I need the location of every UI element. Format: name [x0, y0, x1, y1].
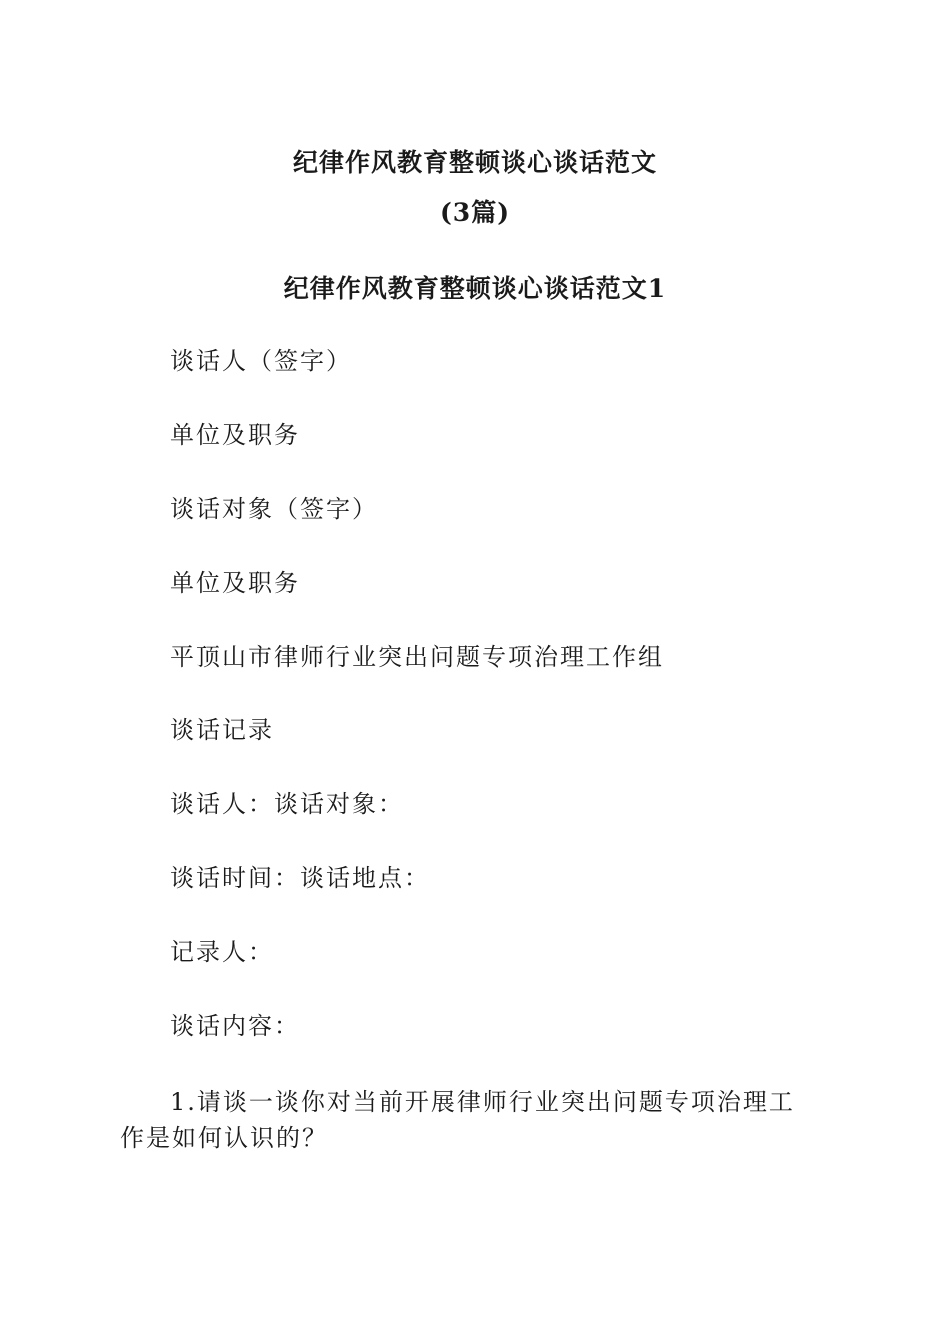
- question-1-paragraph: 1.请谈一谈你对当前开展律师行业突出问题专项治理工作是如何认识的？: [120, 1088, 795, 1152]
- section-title: 纪律作风教育整顿谈心谈话范文1: [283, 274, 667, 303]
- working-group-line: 平顶山市律师行业突出问题专项治理工作组: [170, 643, 664, 671]
- content-heading-line: 谈话内容：: [170, 1012, 300, 1040]
- interviewer-position-line: 单位及职务: [170, 421, 300, 449]
- interviewee-position-line: 单位及职务: [170, 569, 300, 597]
- interviewee-signature-line: 谈话对象（签字）: [170, 495, 378, 523]
- document-subtitle: (3篇): [439, 198, 511, 227]
- interviewer-signature-line: 谈话人（签字）: [170, 347, 352, 375]
- participants-line: 谈话人：谈话对象：: [170, 790, 404, 818]
- recorder-line: 记录人：: [170, 938, 274, 966]
- time-place-line: 谈话时间：谈话地点：: [170, 864, 430, 892]
- document-title: 纪律作风教育整顿谈心谈话范文: [292, 148, 657, 177]
- record-heading-line: 谈话记录: [170, 716, 274, 744]
